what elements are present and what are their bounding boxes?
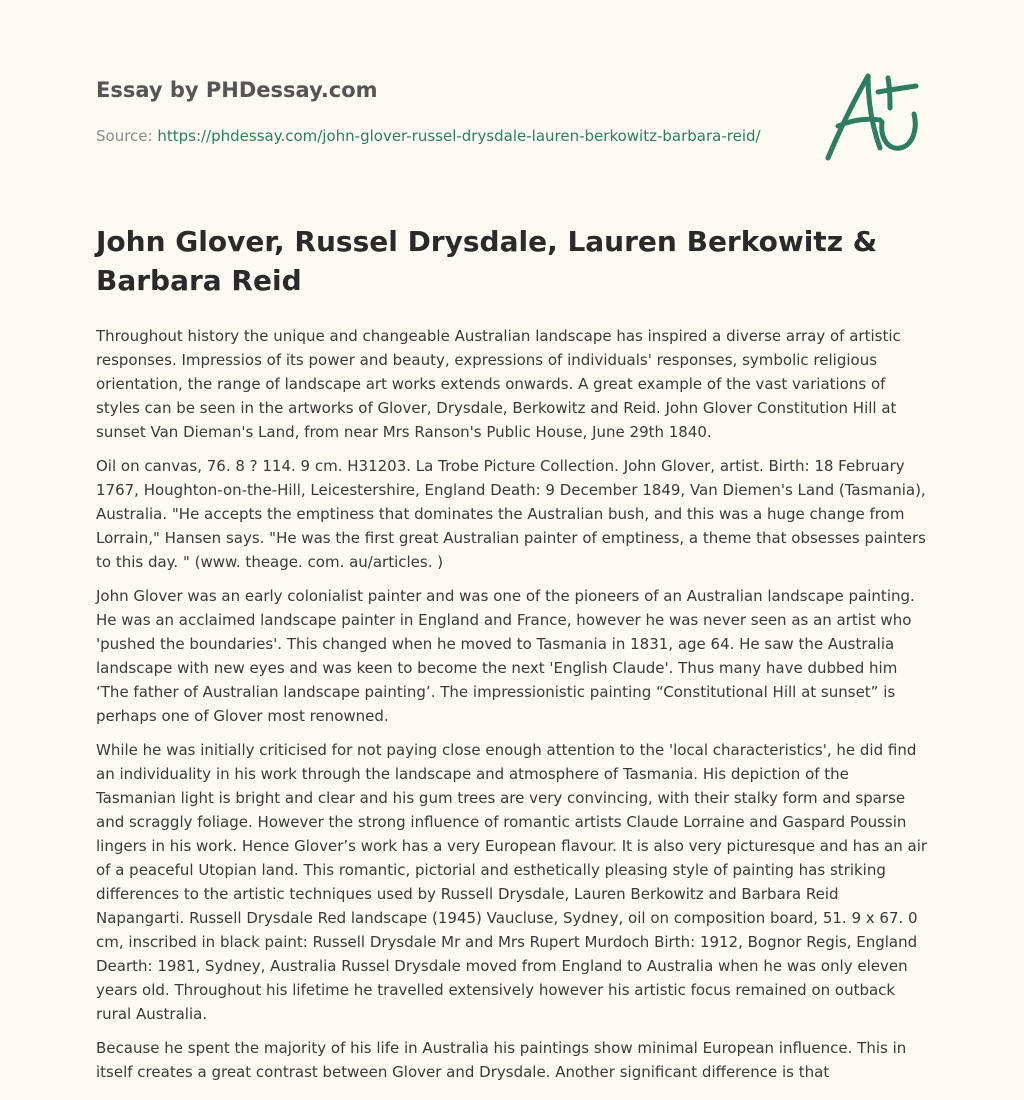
source-line: [96, 126, 796, 146]
paragraph-2: Oil on canvas, 76. 8 ? 114. 9 cm. H31203. La Trobe Picture Collection. John Glover, artist. Birth: 18 February 1767, Houghton-on-the-Hill, Leicestershire, England Death: 9 December 1849, Van Diemen's Land (Tasmania), Australia. "He accepts the emptiness that dominates the Australian bush, and this was a huge change from Lorrain," Hansen says. "He was the first great Australian painter of emptiness, a theme that obsesses painters to this day. " (www. theage. com. au/articles. ): [96, 457, 926, 571]
source-link[interactable]: https://phdessay.com/john-glover-russel-drysdale-lauren-berkowitz-barbara-reid/: [157, 127, 761, 145]
article-body: [96, 324, 930, 1094]
paragraph-1: Throughout history the unique and changeable Australian landscape has inspired a diverse array of artistic responses. Impressios of its power and beauty, expressions of individuals' responses, symbolic religious orientation, the range of landscape art works extends onwards. A great example of the vast variations of styles can be seen in the artworks of Glover, Drysdale, Berkowitz and Reid. John Glover Constitution Hill at sunset Van Dieman's Land, from near Mrs Ranson's Public House, June 29th 1840.: [96, 327, 901, 441]
paragraph-4: While he was initially criticised for not paying close enough attention to the 'local characteristics', he did find an individuality in his work through the landscape and atmosphere of Tasmania. His depiction of the Tasmanian light is bright and clear and his gum trees are very convincing, with their stalky form and sparse and scraggly foliage. However the strong influence of romantic artists Claude Lorraine and Gaspard Poussin lingers in his work. Hence Glover’s work has a very European flavour. It is also very picturesque and has an air of a peaceful Utopian land. This romantic, pictorial and esthetically pleasing style of painting has striking differences to the artistic techniques used by Russell Drysdale, Lauren Berkowitz and Barbara Reid Napangarti. Russell Drysdale Red landscape (1945) Vaucluse, Sydney, oil on composition board, 51. 9 x 67. 0 cm, inscribed in black paint: Russell Drysdale Mr and Mrs Rupert Murdoch Birth: 1912, Bognor Regis, England Dearth: 1981, Sydney, Australia Russel Drysdale moved from England to Australia when he was only eleven years old. Throughout his lifetime he travelled extensively however his artistic focus remained on outback rural Australia.: [96, 741, 928, 1023]
paragraph-3: John Glover was an early colonialist painter and was one of the pioneers of an Australian landscape painting. He was an acclaimed landscape painter in England and France, however he was never seen as an artist who 'pushed the boundaries'. This changed when he moved to Tasmania in 1831, age 64. He saw the Australia landscape with new eyes and was keen to become the next 'English Claude'. Thus many have dubbed him ‘The father of Australian landscape painting’. The impressionistic painting “Constitutional Hill at sunset” is perhaps one of Glover most renowned.: [96, 587, 915, 725]
article-title: John Glover, Russel Drysdale, Lauren Berkowitz & Barbara Reid: [96, 225, 878, 297]
a-plus-grade-icon: [822, 68, 926, 164]
paragraph-5: Because he spent the majority of his life in Australia his paintings show minimal European influence. This in itself creates a great contrast between Glover and Drysdale. Another significant difference is that: [96, 1039, 907, 1081]
page-header: [96, 76, 796, 146]
source-label: Source:: [96, 127, 158, 145]
site-brand: Essay by PHDessay.com: [96, 78, 378, 102]
